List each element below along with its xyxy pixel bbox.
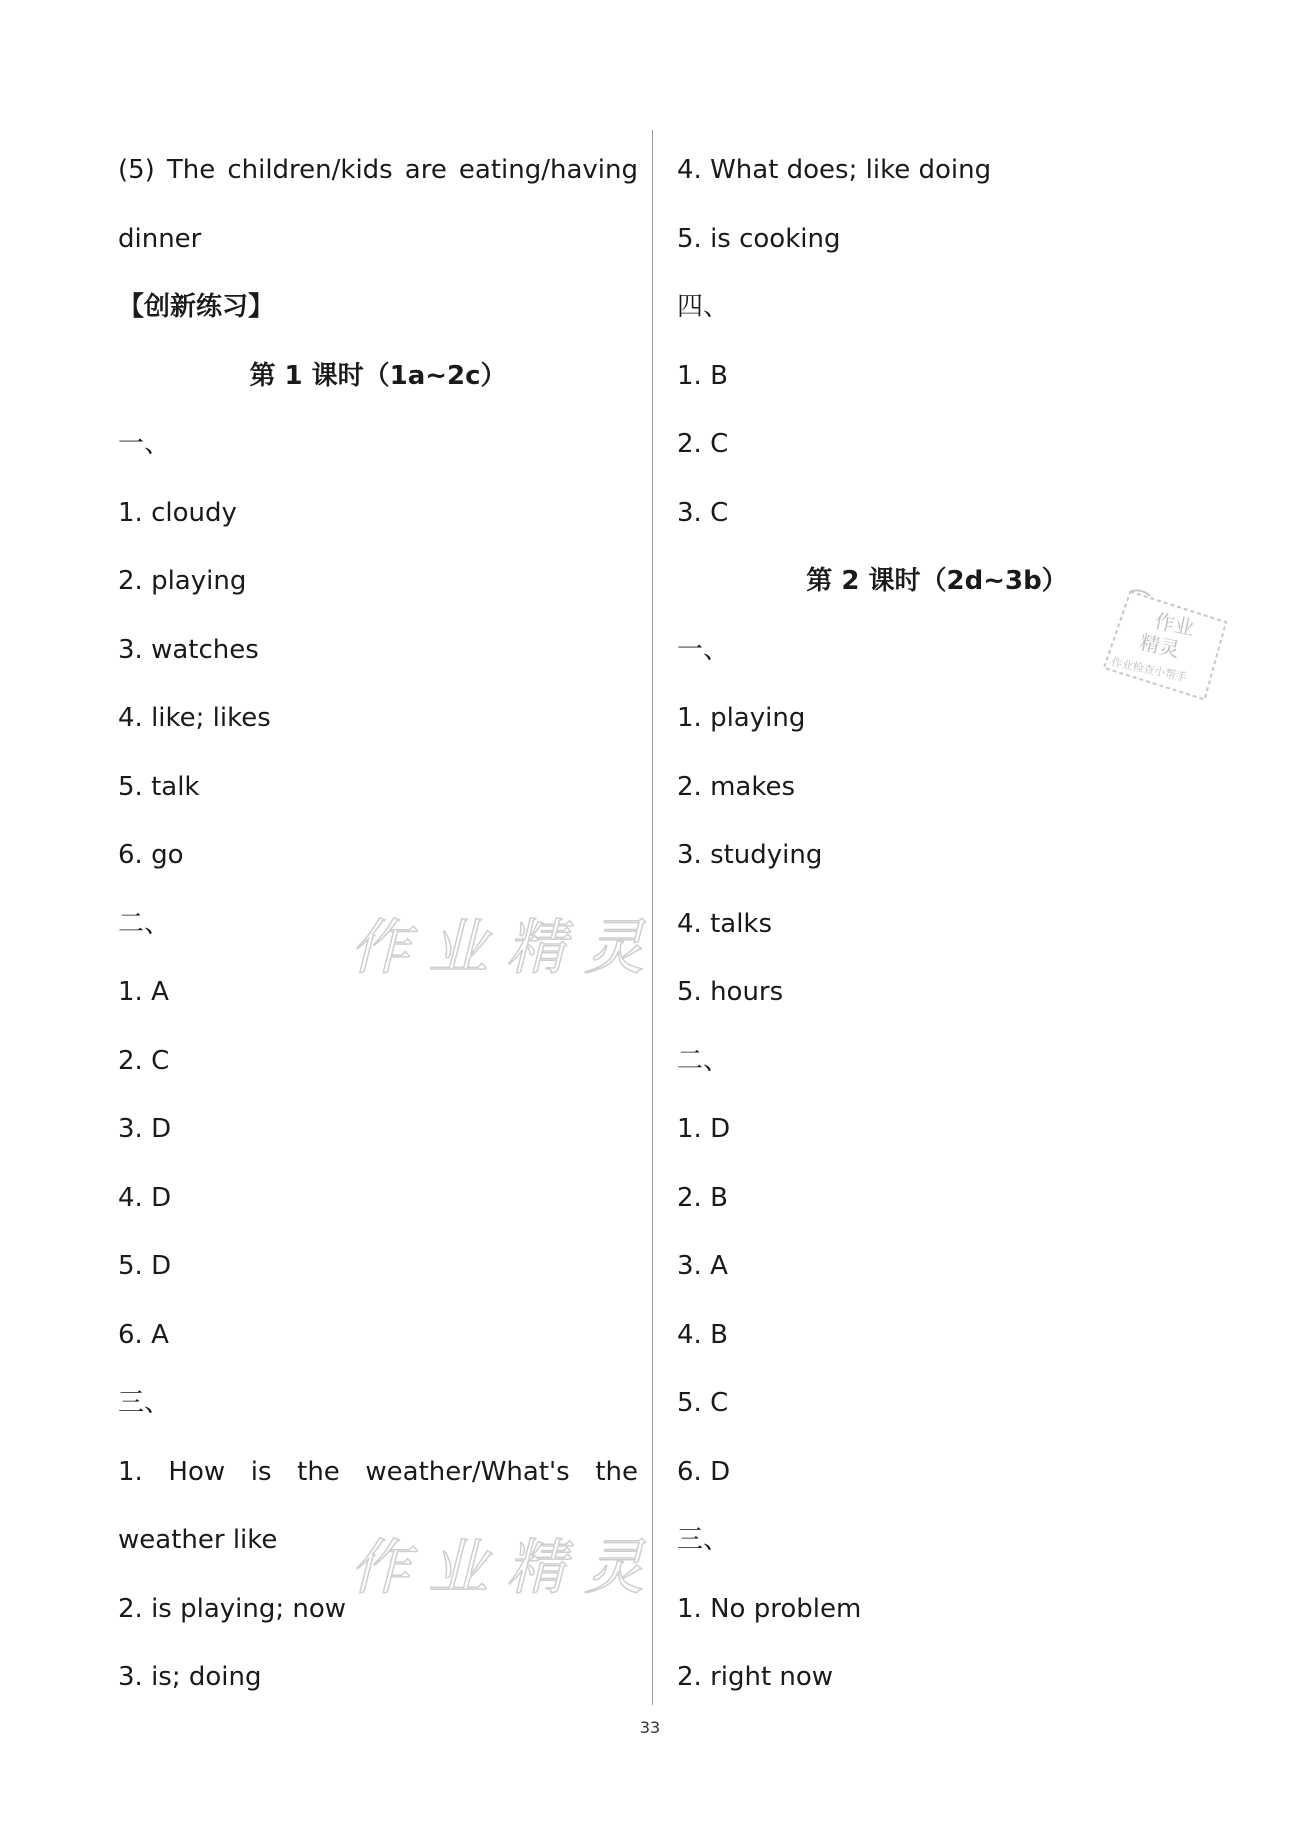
- answer-line: 三、: [677, 1525, 730, 1555]
- answer-line: (5) The children/kids are eating/having: [118, 155, 638, 185]
- answer-line: dinner: [118, 223, 202, 254]
- answer-line: 3. watches: [118, 634, 259, 665]
- answer-line: 3. A: [677, 1251, 728, 1281]
- stamp-line-3: 作业检查小帮手: [1110, 655, 1189, 685]
- answer-line: 1. B: [677, 360, 728, 391]
- answer-line: 1. D: [677, 1114, 731, 1144]
- answer-line: 2. B: [677, 1182, 728, 1213]
- answer-line: 3. is; doing: [118, 1662, 262, 1692]
- answer-line: 第 2 课时（2d~3b）: [806, 566, 1068, 596]
- answer-line: 1. cloudy: [118, 497, 237, 528]
- answer-line: 1. playing: [677, 703, 806, 733]
- answer-line: 2. right now: [677, 1662, 834, 1692]
- answer-line: 1. How is the weather/What's the: [118, 1456, 638, 1487]
- answer-line: 5. is cooking: [677, 223, 841, 254]
- answer-line: 四、: [677, 292, 730, 322]
- answer-line: 5. D: [118, 1251, 172, 1281]
- answer-line: 2. C: [677, 429, 729, 459]
- answer-line: 2. playing: [118, 566, 247, 596]
- answer-line: 1. A: [118, 977, 169, 1007]
- answer-line: 2. C: [118, 1045, 170, 1076]
- watermark-2: 作业精灵: [350, 1533, 662, 1603]
- answer-line: 5. hours: [677, 977, 784, 1007]
- answer-line: 4. D: [118, 1182, 172, 1213]
- answer-line: 4. talks: [677, 908, 773, 939]
- answer-line: 一、: [118, 429, 171, 459]
- answer-line: 2. is playing; now: [118, 1593, 347, 1624]
- answer-line: 6. D: [677, 1456, 731, 1487]
- right-column: [677, 140, 1197, 1716]
- answer-line: 第 1 课时（1a~2c）: [249, 360, 507, 391]
- watermark-1: 作业精灵: [350, 913, 662, 983]
- answer-line: 一、: [677, 634, 730, 665]
- answer-line: 4. What does; like doing: [677, 155, 992, 185]
- answer-line: 三、: [118, 1388, 171, 1418]
- answer-line: 二、: [677, 1045, 730, 1076]
- answer-line: 6. A: [118, 1319, 169, 1350]
- answer-line: 【创新练习】: [118, 292, 275, 322]
- answer-line: 1. No problem: [677, 1593, 862, 1624]
- answer-line: 3. C: [677, 497, 729, 528]
- answer-line: 4. like; likes: [118, 703, 271, 733]
- answer-line: 二、: [118, 908, 171, 939]
- answer-line: 6. go: [118, 840, 184, 870]
- stamp-line-2: 精灵: [1137, 630, 1182, 662]
- answer-line: 5. talk: [118, 771, 200, 802]
- page-number: 33: [639, 1718, 661, 1737]
- stamp-line-1: 作业: [1152, 608, 1197, 641]
- answer-line: weather like: [118, 1525, 278, 1555]
- answer-line: 3. studying: [677, 840, 823, 870]
- answer-line: 3. D: [118, 1114, 172, 1144]
- answer-line: 4. B: [677, 1319, 728, 1350]
- answer-line: 2. makes: [677, 771, 796, 802]
- answer-line: 5. C: [677, 1388, 729, 1418]
